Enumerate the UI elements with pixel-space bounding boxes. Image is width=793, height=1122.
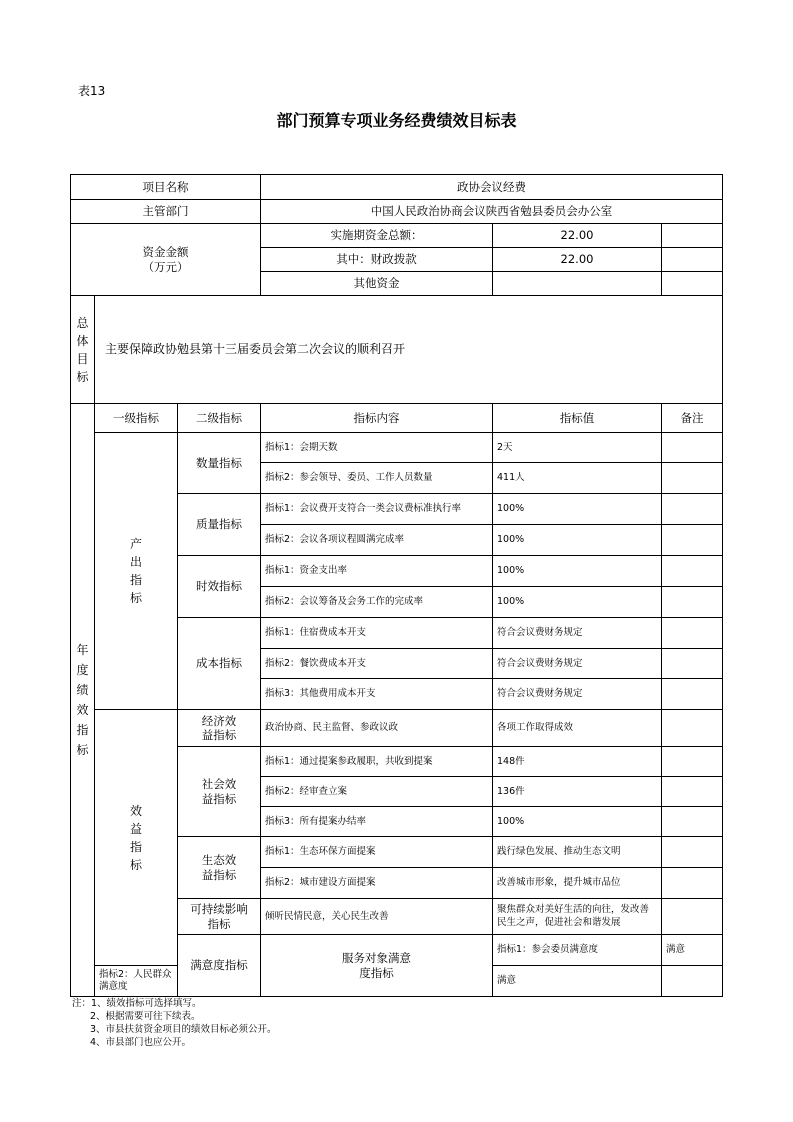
indicator-remark xyxy=(662,618,723,649)
satisfaction-sub-label: 服务对象满意度指标 xyxy=(261,935,493,997)
funds-fiscal-label: 其中：财政拨款 xyxy=(261,248,493,272)
cost-label: 成本指标 xyxy=(178,618,261,710)
indicator-content: 指标1：会议费开支符合一类会议费标准执行率 xyxy=(261,494,493,525)
indicator-remark xyxy=(662,525,723,556)
overall-goal-label: 总体目标 xyxy=(76,315,89,384)
department-row xyxy=(71,200,723,224)
indicator-value: 411人 xyxy=(493,463,662,494)
indicator-remark xyxy=(662,747,723,777)
indicator-content: 指标1：生态环保方面提案 xyxy=(261,837,493,868)
overall-goal-label-cell xyxy=(71,296,95,404)
indicator-value: 100% xyxy=(493,494,662,525)
benefit-label-cell xyxy=(95,710,178,966)
quality-label: 质量指标 xyxy=(178,494,261,556)
indicator-remark xyxy=(662,899,723,935)
project-name-label: 项目名称 xyxy=(71,175,261,200)
indicator-value: 符合会议费财务规定 xyxy=(493,679,662,710)
indicator-remark xyxy=(662,679,723,710)
indicator-value: 148件 xyxy=(493,747,662,777)
indicator-remark xyxy=(662,868,723,899)
indicator-remark xyxy=(662,587,723,618)
funds-other-label: 其他资金 xyxy=(261,272,493,296)
table-row xyxy=(71,433,723,463)
indicator-content: 指标2：人民群众满意度 xyxy=(95,966,178,997)
footnotes xyxy=(72,997,277,1049)
funds-label: 资金金额 xyxy=(142,245,189,260)
quantity-label: 数量指标 xyxy=(178,433,261,494)
funds-total-value: 22.00 xyxy=(493,224,662,248)
output-label: 产出指标 xyxy=(130,537,143,605)
indicator-value: 符合会议费财务规定 xyxy=(493,618,662,649)
output-label-cell xyxy=(95,433,178,710)
annual-label: 年度绩效指标 xyxy=(76,643,89,757)
header-value: 指标值 xyxy=(493,404,662,433)
indicator-content: 倾听民情民意，关心民生改善 xyxy=(261,899,493,935)
indicator-remark xyxy=(662,433,723,463)
indicator-value: 2天 xyxy=(493,433,662,463)
indicator-remark xyxy=(662,807,723,837)
funds-other-value xyxy=(493,272,662,296)
social-label: 社会效益指标 xyxy=(178,747,261,837)
indicator-value: 符合会议费财务规定 xyxy=(493,649,662,679)
indicator-value: 100% xyxy=(493,587,662,618)
indicator-value: 满意 xyxy=(662,935,723,966)
indicator-value: 聚焦群众对美好生活的向往，发改善民生之声，促进社会和谐发展 xyxy=(493,899,662,935)
indicator-content: 指标1：住宿费成本开支 xyxy=(261,618,493,649)
indicator-value: 100% xyxy=(493,556,662,587)
funds-other-remark xyxy=(662,272,723,296)
benefit-label: 效益指标 xyxy=(130,803,143,872)
indicator-value: 改善城市形象，提升城市品位 xyxy=(493,868,662,899)
header-remark: 备注 xyxy=(662,404,723,433)
table-number: 表13 xyxy=(78,84,106,98)
indicator-value: 各项工作取得成效 xyxy=(493,710,662,747)
indicator-remark xyxy=(662,494,723,525)
project-name-row xyxy=(71,175,723,200)
indicator-value: 践行绿色发展、推动生态文明 xyxy=(493,837,662,868)
indicator-content: 指标2：餐饮费成本开支 xyxy=(261,649,493,679)
performance-target-table xyxy=(70,174,723,997)
indicator-remark xyxy=(662,777,723,807)
indicator-content: 指标2：会议筹备及会务工作的完成率 xyxy=(261,587,493,618)
indicator-remark xyxy=(662,837,723,868)
overall-goal-row xyxy=(71,296,723,404)
header-content: 指标内容 xyxy=(261,404,493,433)
funds-total-remark xyxy=(662,224,723,248)
table-row xyxy=(71,710,723,747)
indicator-content: 指标1：资金支出率 xyxy=(261,556,493,587)
indicator-value: 满意 xyxy=(493,966,662,997)
funds-label-cell xyxy=(71,224,261,296)
indicator-content: 指标2：经审查立案 xyxy=(261,777,493,807)
indicator-value: 100% xyxy=(493,807,662,837)
timeliness-label: 时效指标 xyxy=(178,556,261,618)
indicator-remark xyxy=(662,649,723,679)
indicator-content: 指标1：通过提案参政履职，共收到提案 xyxy=(261,747,493,777)
satisfaction-label: 满意度指标 xyxy=(178,935,261,997)
indicator-content: 指标1：会期天数 xyxy=(261,433,493,463)
indicator-content: 指标2：城市建设方面提案 xyxy=(261,868,493,899)
sustainable-label: 可持续影响指标 xyxy=(178,899,261,935)
indicator-content: 指标3：其他费用成本开支 xyxy=(261,679,493,710)
funds-fiscal-value: 22.00 xyxy=(493,248,662,272)
overall-goal-text: 主要保障政协勉县第十三届委员会第二次会议的顺利召开 xyxy=(95,296,723,404)
indicator-header-row xyxy=(71,404,723,433)
funds-unit: （万元） xyxy=(142,259,189,274)
indicator-content: 指标2：参会领导、委员、工作人员数量 xyxy=(261,463,493,494)
department-label: 主管部门 xyxy=(71,200,261,224)
indicator-remark xyxy=(662,556,723,587)
indicator-remark xyxy=(662,463,723,494)
header-level1: 一级指标 xyxy=(95,404,178,433)
annual-label-cell xyxy=(71,404,95,997)
page-title: 部门预算专项业务经费绩效目标表 xyxy=(276,111,517,130)
footnote: 4、市县部门也应公开。 xyxy=(90,1037,192,1048)
footnote: 3、市县扶贫资金项目的绩效目标必须公开。 xyxy=(90,1024,277,1035)
indicator-content: 指标2：会议各项议程圆满完成率 xyxy=(261,525,493,556)
footnote: 2、根据需要可往下续表。 xyxy=(90,1011,201,1022)
indicator-remark xyxy=(662,710,723,747)
header-level2: 二级指标 xyxy=(178,404,261,433)
funds-total-row xyxy=(71,224,723,248)
ecological-label: 生态效益指标 xyxy=(178,837,261,899)
footnote: 注：1、绩效指标可选择填写。 xyxy=(72,998,202,1009)
funds-fiscal-remark xyxy=(662,248,723,272)
indicator-content: 政治协商、民主监督、参政议政 xyxy=(261,710,493,747)
indicator-content: 指标3：所有提案办结率 xyxy=(261,807,493,837)
department-value: 中国人民政治协商会议陕西省勉县委员会办公室 xyxy=(261,200,723,224)
funds-total-label: 实施期资金总额： xyxy=(261,224,493,248)
indicator-content: 指标1：参会委员满意度 xyxy=(493,935,662,966)
economic-label: 经济效益指标 xyxy=(178,710,261,747)
project-name-value: 政协会议经费 xyxy=(261,175,723,200)
indicator-value: 100% xyxy=(493,525,662,556)
indicator-value: 136件 xyxy=(493,777,662,807)
indicator-remark xyxy=(662,966,723,997)
